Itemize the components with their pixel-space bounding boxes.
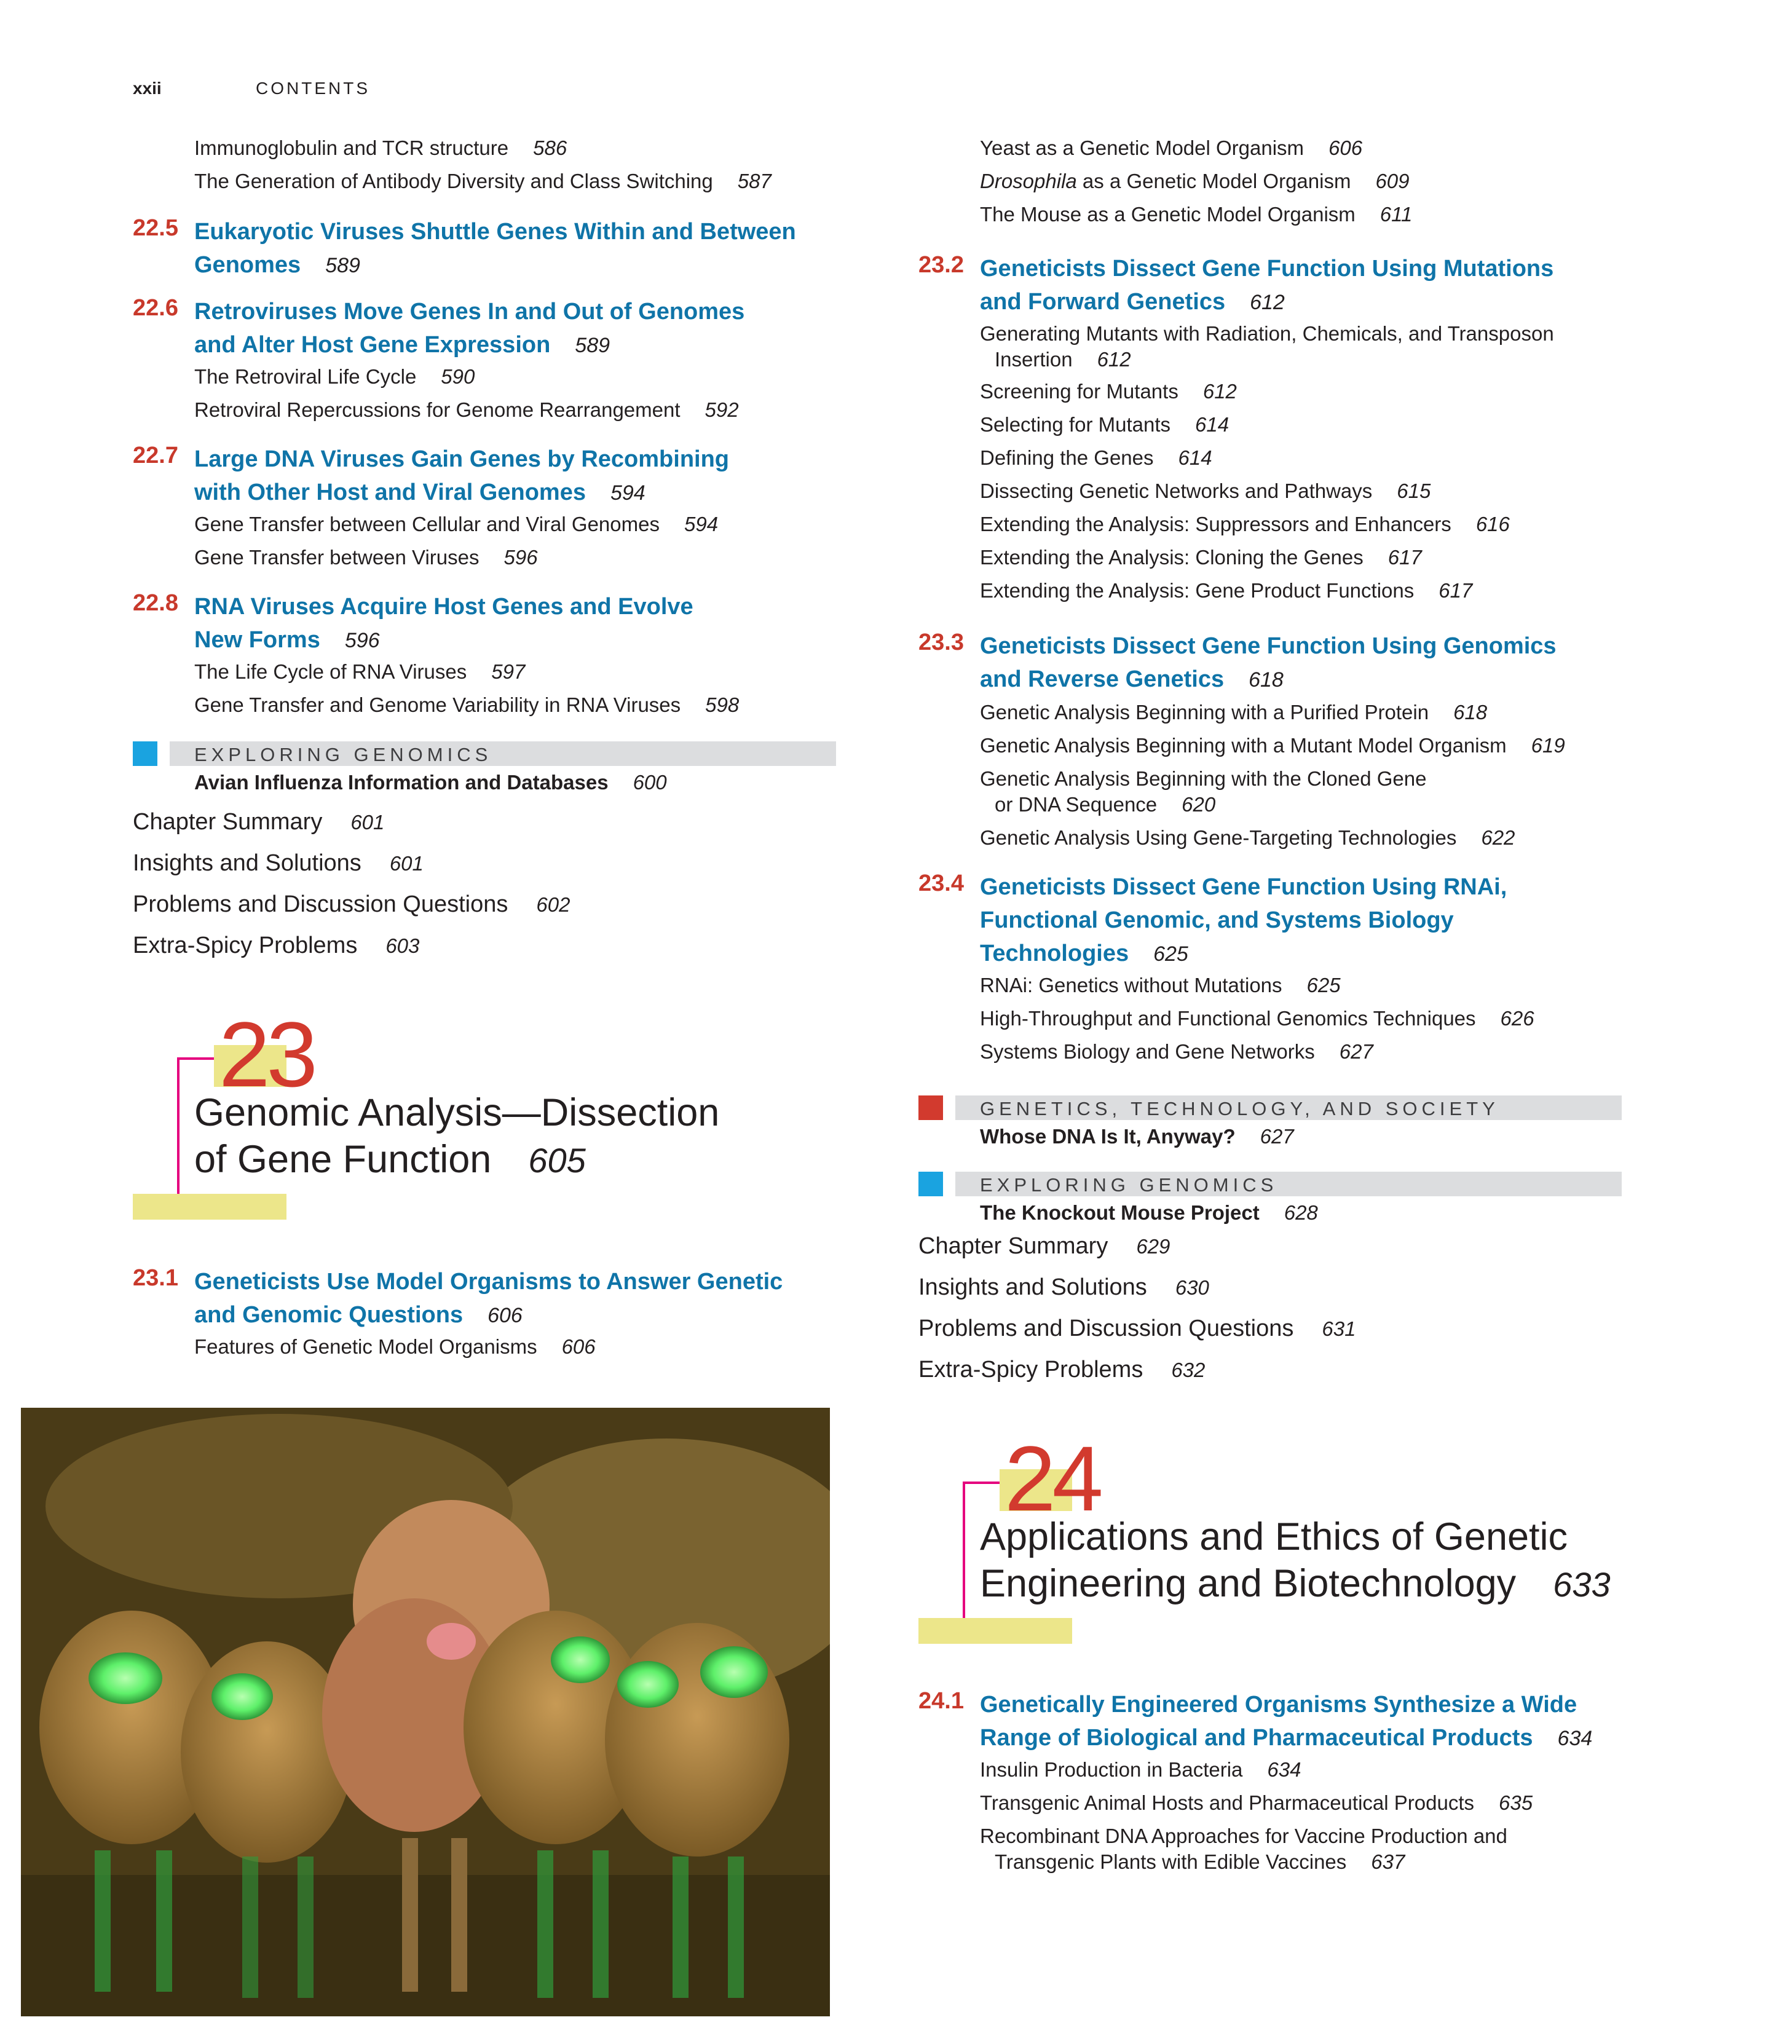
section-title: Large DNA Viruses Gain Genes by Recombining with Other Host and Viral Genomes 594 <box>194 446 730 505</box>
summary-entry[interactable]: Problems and Discussion Questions 602 <box>133 891 570 917</box>
toc-entry[interactable]: Avian Influenza Information and Databases 600 <box>194 771 667 794</box>
section-title: Geneticists Use Model Organisms to Answer Genetic and Genomic Questions 606 <box>194 1269 783 1328</box>
section-number: 22.6 <box>133 295 178 321</box>
feature-box-label: EXPLORING GENOMICS <box>980 1174 1278 1196</box>
section-number: 22.7 <box>133 443 178 468</box>
summary-entry[interactable]: Extra-Spicy Problems 603 <box>133 933 420 958</box>
section-number: 23.3 <box>918 629 964 655</box>
page-number: xxii <box>133 79 162 98</box>
toc-entry-list[interactable]: Insulin Production in Bacteria 634 Transgenic Animal Hosts and Pharmaceutical Products 635 Recombinant DNA Approaches for Vaccine Production and Transgenic Plants with Edible Vaccines 637 <box>980 1758 1533 1873</box>
chapter-number: 23 <box>219 1003 314 1106</box>
feature-box-marker <box>918 1172 943 1196</box>
toc-entry[interactable]: Immunoglobulin and TCR structure 586 The Generation of Antibody Diversity and Class Switching 587 <box>194 136 772 192</box>
glowing-pigs-photo <box>21 1408 830 2016</box>
toc-entry[interactable]: Features of Genetic Model Organisms 606 <box>194 1335 596 1358</box>
chapter-23-heading[interactable] <box>133 1003 870 1229</box>
toc-entry[interactable]: The Knockout Mouse Project 628 <box>980 1201 1318 1224</box>
feature-box-marker <box>133 741 157 766</box>
pigs-illustration <box>21 1408 830 2016</box>
section-number: 23.4 <box>918 870 964 896</box>
summary-entry[interactable]: Insights and Solutions 630 <box>918 1274 1209 1300</box>
feature-box-label: EXPLORING GENOMICS <box>194 744 492 765</box>
toc-entry-list[interactable]: Genetic Analysis Beginning with a Purified Protein 618 Genetic Analysis Beginning with a Mutant Model Organism 619 Genetic Analysis Beginning with the Cloned Gene or DNA Sequence 620 Genetic Analysis Using Gene-Targeting Technologies 622 <box>980 701 1565 849</box>
feature-box-label: GENETICS, TECHNOLOGY, AND SOCIETY <box>980 1098 1499 1119</box>
toc-entry-list[interactable]: Screening for Mutants 612 Selecting for Mutants 614 Defining the Genes 614 Dissecting Genetic Networks and Pathways 615 Extending the Analysis: Suppressors and Enhancers 616 Extending the Analysis: Cloning the Genes 617 Extending the Analysis: Gene Product Functions 617 <box>980 380 1510 602</box>
section-title: Geneticists Dissect Gene Function Using Mutations and Forward Genetics 612 <box>980 256 1554 315</box>
section-title: Genetically Engineered Organisms Synthesize a Wide Range of Biological and Pharmaceutical Products 634 <box>980 1692 1593 1751</box>
section-title: Retroviruses Move Genes In and Out of Genomes and Alter Host Gene Expression 589 <box>194 299 745 358</box>
chapter-bottom-highlight <box>918 1618 1072 1644</box>
toc-entry[interactable]: The Life Cycle of RNA Viruses 597 Gene Transfer and Genome Variability in RNA Viruses 598 <box>194 660 740 716</box>
summary-entry[interactable]: Insights and Solutions 601 <box>133 850 424 876</box>
section-title: Geneticists Dissect Gene Function Using RNAi, Functional Genomic, and Systems Biology Technologies 625 <box>980 874 1507 966</box>
toc-entry[interactable]: The Retroviral Life Cycle 590 Retroviral Repercussions for Genome Rearrangement 592 <box>194 365 739 421</box>
chapter-bottom-highlight <box>133 1194 286 1220</box>
chapter-rule-horizontal <box>177 1057 214 1060</box>
toc-entry[interactable]: Gene Transfer between Cellular and Viral Genomes 594 Gene Transfer between Viruses 596 <box>194 513 719 569</box>
chapter-rule-horizontal <box>963 1482 1000 1484</box>
section-number: 23.1 <box>133 1265 178 1291</box>
running-title: CONTENTS <box>256 79 370 98</box>
chapter-rule-vertical <box>963 1482 965 1629</box>
section-number: 24.1 <box>918 1688 964 1714</box>
chapter-rule-vertical <box>177 1057 180 1205</box>
section-number: 22.5 <box>133 215 178 241</box>
section-title: Geneticists Dissect Gene Function Using Genomics and Reverse Genetics 618 <box>980 633 1557 692</box>
chapter-title: Genomic Analysis—Dissection of Gene Function 605 <box>194 1091 720 1181</box>
feature-box-bar <box>918 1095 1622 1120</box>
chapter-number: 24 <box>1005 1427 1100 1530</box>
section-title: Eukaryotic Viruses Shuttle Genes Within and Between Genomes 589 <box>194 219 796 278</box>
chapter-title: Applications and Ethics of Genetic Engineering and Biotechnology 633 <box>980 1515 1611 1605</box>
summary-entry[interactable]: Extra-Spicy Problems 632 <box>918 1357 1206 1383</box>
section-title: RNA Viruses Acquire Host Genes and Evolve New Forms 596 <box>194 594 693 653</box>
toc-entry[interactable]: Whose DNA Is It, Anyway? 627 <box>980 1125 1294 1148</box>
feature-box-bar <box>133 741 836 766</box>
section-number: 23.2 <box>918 252 964 278</box>
summary-entry[interactable]: Chapter Summary 601 <box>133 809 385 835</box>
section-number: 22.8 <box>133 590 178 616</box>
toc-entry-list[interactable]: RNAi: Genetics without Mutations 625 High-Throughput and Functional Genomics Techniques 626 Systems Biology and Gene Networks 627 <box>980 974 1534 1063</box>
chapter-24-heading[interactable] <box>918 1427 1656 1654</box>
feature-box-marker <box>918 1095 943 1120</box>
summary-entry[interactable]: Problems and Discussion Questions 631 <box>918 1316 1356 1341</box>
toc-entry[interactable]: Yeast as a Genetic Model Organism 606 Drosophila as a Genetic Model Organism 609 The Mouse as a Genetic Model Organism 611 <box>980 136 1413 226</box>
feature-box-bar <box>918 1172 1622 1196</box>
toc-entry[interactable]: Generating Mutants with Radiation, Chemicals, and Transposon Insertion 612 <box>980 322 1554 371</box>
summary-entry[interactable]: Chapter Summary 629 <box>918 1233 1170 1259</box>
page-header <box>133 79 370 98</box>
